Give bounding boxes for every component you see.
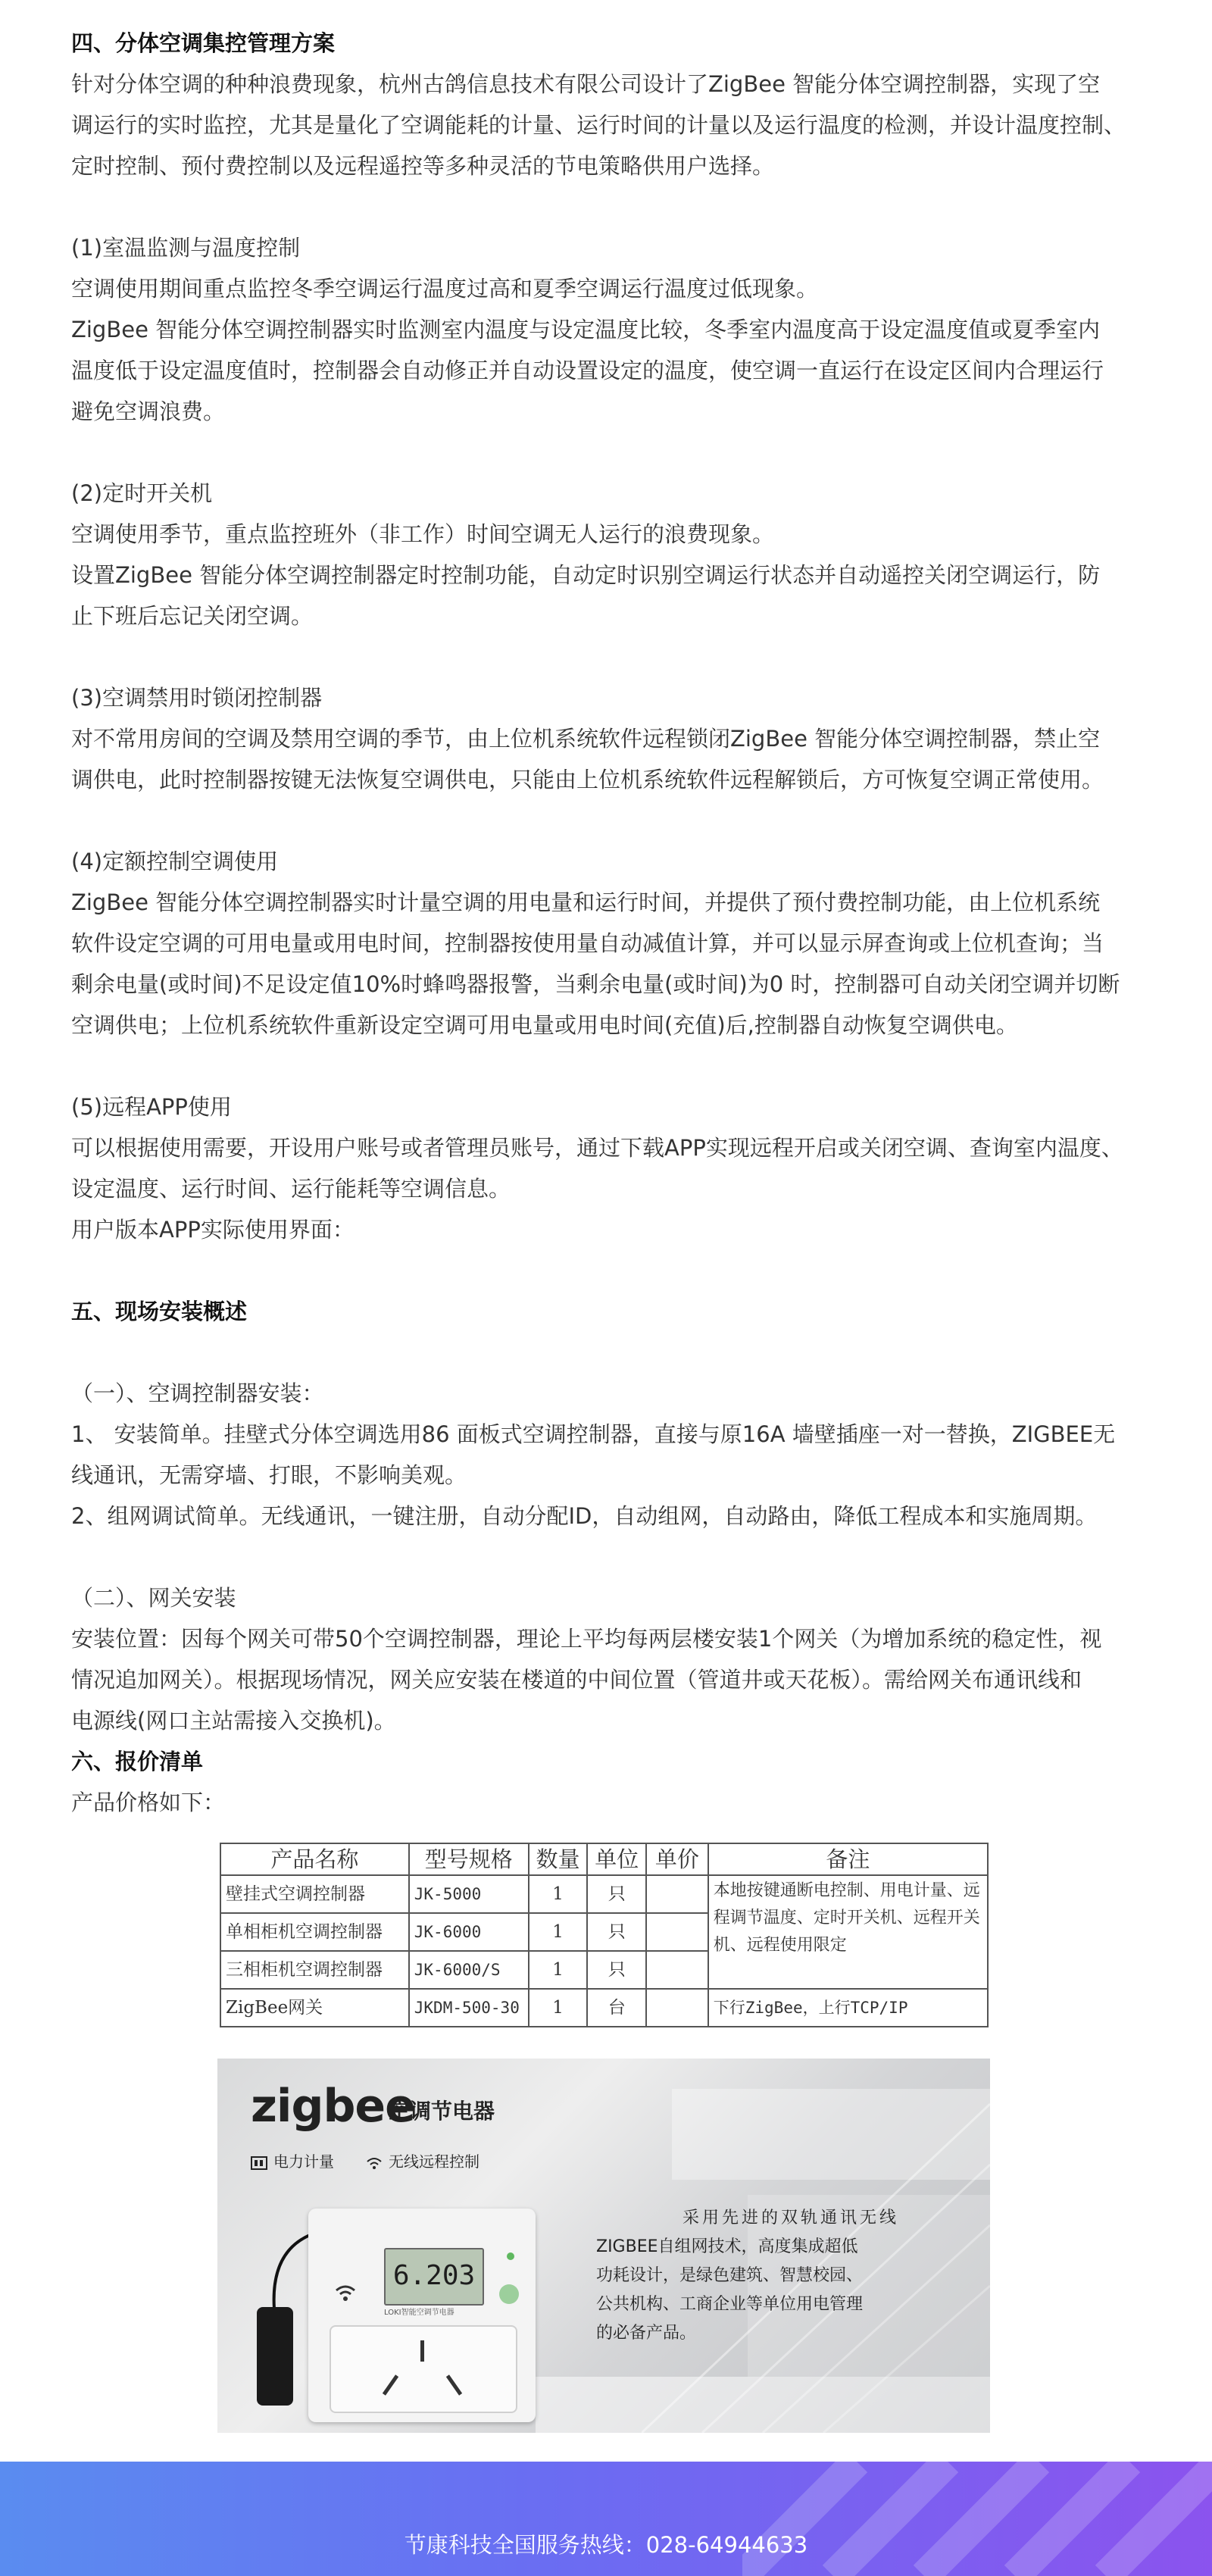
- zigbee-logo: zigbee: [251, 2080, 415, 2133]
- banner-text-line: 功耗设计，是绿色建筑、智慧校园、: [596, 2266, 864, 2285]
- cell-quantity: 1: [529, 1913, 588, 1951]
- power-socket: [330, 2325, 517, 2413]
- cell-model: JK-5000: [409, 1875, 529, 1913]
- cell-product-name: 三相柜机空调控制器: [220, 1951, 409, 1989]
- cell-quantity: 1: [529, 1951, 588, 1989]
- footer-bar: [0, 2462, 1212, 2576]
- sub-1-line: 1、 安装简单。挂壁式分体空调选用86 面板式空调控制器，直接与原16A 墙壁插座一对一替换，ZIGBEE无: [71, 1421, 1116, 1447]
- sub-1-line: 2、组网调试简单。无线通讯，一键注册，自动分配ID，自动组网，自动路由，降低工程成本和实施周期。: [71, 1503, 1098, 1529]
- banner-text-line: 公共机构、工商企业等单位用电管理: [596, 2295, 864, 2314]
- cell-quantity: 1: [529, 1989, 588, 2027]
- item-2-line: 空调使用季节，重点监控班外（非工作）时间空调无人运行的浪费现象。: [71, 521, 775, 547]
- cell-notes: 下行ZigBee，上行TCP/IP: [708, 1989, 988, 2027]
- logo-subtitle: 空调节电器: [389, 2099, 495, 2124]
- banner-description: [596, 2204, 899, 2348]
- section-5-title: 五、现场安装概述: [71, 1299, 248, 1324]
- sub-2-line: 安装位置：因每个网关可带50个空调控制器，理论上平均每两层楼安装1个网关（为增加系统的稳定性，视: [71, 1626, 1102, 1652]
- section-4-title: 四、分体空调集控管理方案: [71, 30, 336, 56]
- lcd-display: 6.203: [384, 2248, 484, 2306]
- power-button-icon: [499, 2284, 519, 2304]
- item-1-line: 温度低于设定温度值时，控制器会自动修正并自动设置设定的温度，使空调一直运行在设定区间内合理运行: [71, 358, 1104, 383]
- item-5-heading: (5)远程APP使用: [71, 1094, 232, 1120]
- controller-device: [308, 2209, 536, 2422]
- price-table: [220, 1843, 989, 2027]
- cell-price: [646, 1989, 708, 2027]
- price-intro: 产品价格如下：: [71, 1790, 226, 1815]
- feature-power-metering: [251, 2149, 334, 2171]
- item-1-line: 避免空调浪费。: [71, 399, 226, 424]
- header-unit: 单位: [587, 1843, 646, 1875]
- header-notes: 备注: [708, 1843, 988, 1875]
- header-quantity: 数量: [529, 1843, 588, 1875]
- item-1-line: ZigBee 智能分体空调控制器实时监测室内温度与设定温度比较，冬季室内温度高于设定温度值或夏季室内: [71, 317, 1101, 342]
- section-4-intro-line: 针对分体空调的种种浪费现象，杭州古鸽信息技术有限公司设计了ZigBee 智能分体空调控制器，实现了空: [71, 71, 1101, 97]
- cell-unit: 台: [587, 1989, 646, 2027]
- status-led-icon: [507, 2252, 514, 2260]
- item-4-line: ZigBee 智能分体空调控制器实时计量空调的用电量和运行时间，并提供了预付费控制功能，由上位机系统: [71, 889, 1101, 915]
- banner-text-line: 采用先进的双轨通讯无线: [682, 2209, 899, 2227]
- device-label: LOKI智能空调节电器: [384, 2309, 454, 2317]
- item-5-line: 设定温度、运行时间、运行能耗等空调信息。: [71, 1176, 511, 1202]
- sub-2-heading: （二）、网关安装: [71, 1585, 236, 1611]
- item-2-line: 止下班后忘记关闭空调。: [71, 603, 314, 629]
- meter-icon: [251, 2156, 267, 2171]
- table-header-row: [220, 1843, 988, 1875]
- section-6-title: 六、报价清单: [71, 1749, 204, 1774]
- wifi-icon: [334, 2283, 357, 2302]
- sub-2-line: 电源线(网口主站需接入交换机)。: [71, 1708, 396, 1733]
- cell-price: [646, 1913, 708, 1951]
- cell-unit: 只: [587, 1875, 646, 1913]
- item-3-heading: (3)空调禁用时锁闭控制器: [71, 685, 323, 711]
- feature-wireless-remote: [366, 2149, 479, 2171]
- cell-price: [646, 1951, 708, 1989]
- item-1-line: 空调使用期间重点监控冬季空调运行温度过高和夏季空调运行温度过低现象。: [71, 276, 819, 302]
- section-4-intro-line: 调运行的实时监控，尤其是量化了空调能耗的计量、运行时间的计量以及运行温度的检测，并设计温度控制、: [71, 112, 1126, 138]
- sub-1-heading: （一）、空调控制器安装：: [71, 1380, 324, 1406]
- item-4-line: 剩余电量(或时间)不足设定值10%时蜂鸣器报警，当剩余电量(或时间)为0 时，控制器可自动关闭空调并切断: [71, 971, 1120, 997]
- item-4-heading: (4)定额控制空调使用: [71, 849, 279, 874]
- cell-model: JK-6000/S: [409, 1951, 529, 1989]
- feature-label: 无线远程控制: [389, 2152, 479, 2171]
- cell-product-name: 单相柜机空调控制器: [220, 1913, 409, 1951]
- cell-price: [646, 1875, 708, 1913]
- item-2-line: 设置ZigBee 智能分体空调控制器定时控制功能，自动定时识别空调运行状态并自动遥控关闭空调运行，防: [71, 562, 1101, 588]
- banner-text-line: ZIGBEE自组网技术，高度集成超低: [596, 2237, 858, 2256]
- cell-product-name: ZigBee网关: [220, 1989, 409, 2027]
- item-4-line: 空调供电；上位机系统软件重新设定空调可用电量或用电时间(充值)后,控制器自动恢复空调供电。: [71, 1012, 1018, 1038]
- banner-text-line: 的必备产品。: [596, 2324, 697, 2343]
- sub-1-line: 线通讯，无需穿墙、打眼，不影响美观。: [71, 1462, 467, 1488]
- item-5-line: 可以根据使用需要，开设用户账号或者管理员账号，通过下载APP实现远程开启或关闭空调、查询室内温度、: [71, 1135, 1123, 1161]
- price-table-wrapper: [220, 1843, 1154, 2027]
- cell-unit: 只: [587, 1951, 646, 1989]
- product-banner: [217, 2059, 990, 2433]
- sub-2-line: 情况追加网关）。根据现场情况，网关应安装在楼道的中间位置（管道井或天花板）。需给网关布通讯线和: [71, 1667, 1082, 1693]
- cell-product-name: 壁挂式空调控制器: [220, 1875, 409, 1913]
- item-4-line: 软件设定空调的可用电量或用电时间，控制器按使用量自动减值计算，并可以显示屏查询或上位机查询；当: [71, 930, 1104, 956]
- feature-label: 电力计量: [273, 2152, 334, 2171]
- item-3-line: 对不常用房间的空调及禁用空调的季节，由上位机系统软件远程锁闭ZigBee 智能分体空调控制器，禁止空: [71, 726, 1101, 752]
- cell-model: JKDM-500-30: [409, 1989, 529, 2027]
- section-4-intro-line: 定时控制、预付费控制以及远程遥控等多种灵活的节电策略供用户选择。: [71, 153, 775, 179]
- table-row: [220, 1989, 988, 2027]
- table-row: [220, 1875, 988, 1913]
- cell-merged-notes: 本地按键通断电控制、用电计量、远程调节温度、定时开关机、远程开关机、远程使用限定: [708, 1875, 988, 1989]
- cell-quantity: 1: [529, 1875, 588, 1913]
- header-price: 单价: [646, 1843, 708, 1875]
- item-1-heading: (1)室温监测与温度控制: [71, 235, 301, 261]
- header-model: 型号规格: [409, 1843, 529, 1875]
- header-product-name: 产品名称: [220, 1843, 409, 1875]
- item-2-heading: (2)定时开关机: [71, 480, 213, 506]
- document-body: [71, 23, 1154, 2027]
- item-3-line: 调供电，此时控制器按键无法恢复空调供电，只能由上位机系统软件远程解锁后，方可恢复空调正常使用。: [71, 767, 1104, 792]
- wifi-icon: [366, 2156, 383, 2171]
- service-hotline: 节康科技全国服务热线：028-64944633: [404, 2532, 808, 2558]
- cell-unit: 只: [587, 1913, 646, 1951]
- cell-model: JK-6000: [409, 1913, 529, 1951]
- item-5-line: 用户版本APP实际使用界面：: [71, 1217, 355, 1243]
